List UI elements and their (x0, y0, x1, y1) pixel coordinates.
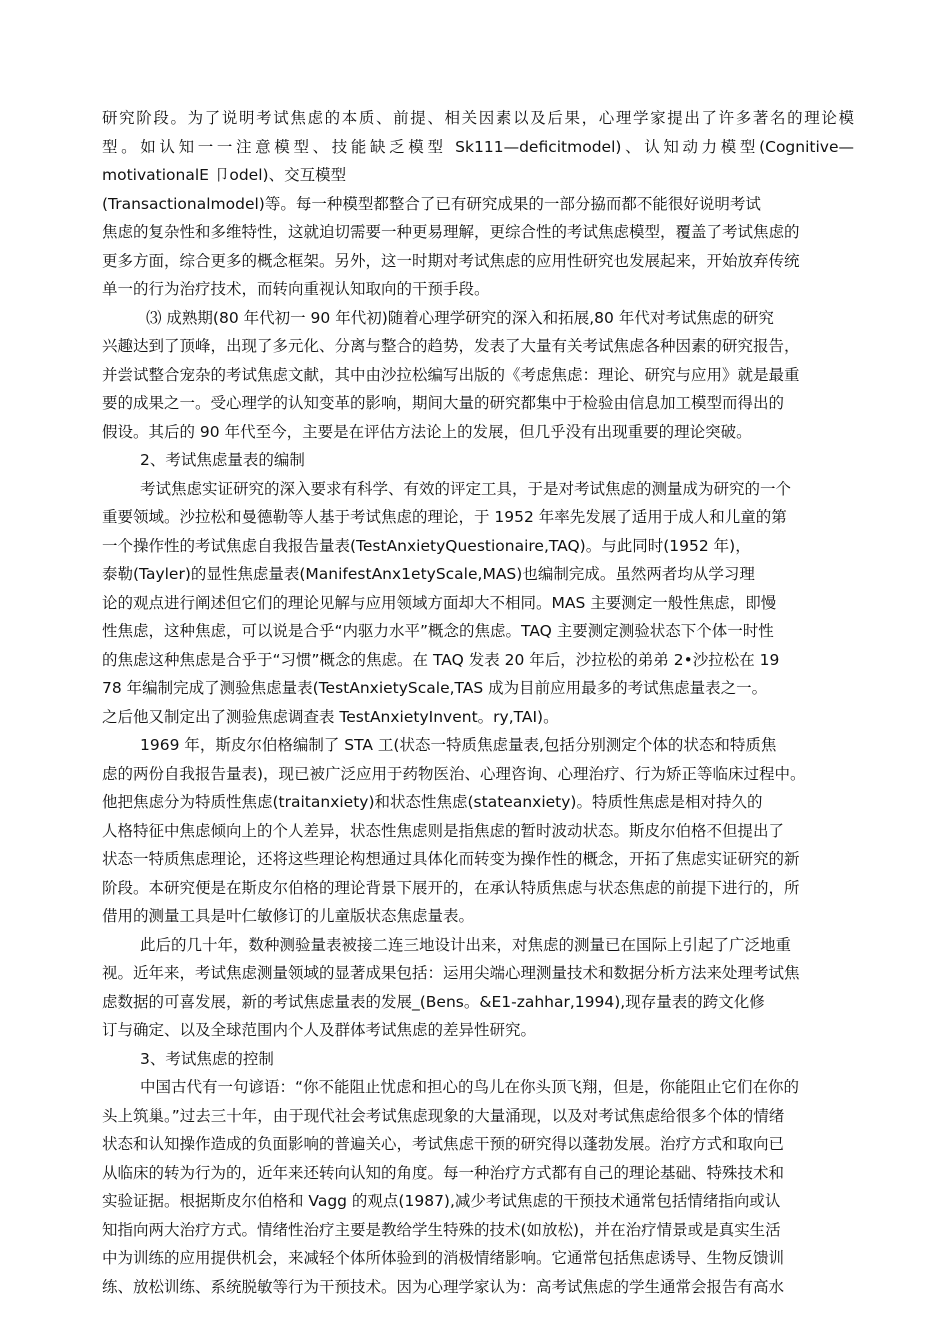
text-line: 练、放松训练、系统脱敏等行为干预技术。因为心理学家认为：高考试焦虑的学生通常会报告有高水 (102, 1277, 785, 1296)
text-line: 状态和认知操作造成的负面影响的普遍关心，考试焦虑干预的研究得以蓬勃发展。治疗方式和取向已 (102, 1135, 785, 1153)
text-line: 焦虑的复杂性和多维特性，这就迫切需要一种更易理解，更综合性的考试焦虑模型，覆盖了考试焦虑的 (102, 223, 800, 241)
text-line: 单一的行为治疗技术，而转向重视认知取向的干预手段。 (102, 280, 490, 298)
text-line: 之后他又制定出了测验焦虑调查表 TestAnxietyInvent。ry,TAI)。 (102, 707, 559, 726)
text-line: 状态一特质焦虑理论，还将这些理论构想通过具体化而转变为操作性的概念，开拓了焦虑实证研究的新 (102, 850, 800, 868)
text-line: ⑶ 成熟期(80 年代初一 90 年代初)随着心理学研究的深入和拓展,80 年代对考试焦虑的研究 (146, 308, 774, 327)
text-line: 更多方面，综合更多的概念框架。另外，这一时期对考试焦虑的应用性研究也发展起来，开始放弃传统 (102, 251, 800, 270)
text-line: 借用的测量工具是叶仁敏修订的儿童版状态焦虑量表。 (102, 907, 475, 925)
text-line: 性焦虑，这种焦虑，可以说是合乎“内驱力水平”概念的焦虑。TAQ 主要测定测验状态下个体一时性 (102, 622, 774, 640)
text-line: 从临床的转为行为的，近年来还转向认知的角度。每一种治疗方式都有自己的理论基础、特殊技术和 (102, 1163, 785, 1182)
text-line: 知指向两大治疗方式。情绪性治疗主要是教给学生特殊的技术(如放松)，并在治疗情景或是真实生活 (102, 1220, 781, 1239)
text-line: 订与确定、以及全球范围内个人及群体考试焦虑的差异性研究。 (102, 1021, 537, 1039)
text-line: 1969 年，斯皮尔伯格编制了 STA 工(状态一特质焦虑量表,包括分别测定个体的状态和特质焦 (140, 736, 777, 754)
text-line: 此后的几十年，数种测验量表被接二连三地设计出来，对焦虑的测量已在国际上引起了广泛地重 (140, 935, 792, 954)
text-line: 头上筑巢。”过去三十年，由于现代社会考试焦虑现象的大量涌现，以及对考试焦虑给很多个体的情绪 (102, 1106, 785, 1125)
section-heading: 3、考试焦虑的控制 (140, 1049, 274, 1068)
document-body (102, 104, 854, 1301)
text-line: 虑的两份自我报告量表)，现已被广泛应用于药物医治、心理咨询、心理治疗、行为矫正等临床过程中。 (102, 764, 806, 783)
text-line: 并尝试整合宠杂的考试焦虑文献，其中由沙拉松编写出版的《考虑焦虑：理论、研究与应用》就是最重 (102, 365, 800, 384)
text-line: 要的成果之一。受心理学的认知变革的影响，期间大量的研究都集中于检验由信息加工模型而得出的 (102, 394, 785, 412)
text-line: 重要领域。沙拉松和曼德勒等人基于考试焦虑的理论，于 1952 年率先发展了适用于成人和儿童的第 (102, 508, 787, 526)
text-line: 他把焦虑分为特质性焦虑(traitanxiety)和状态性焦虑(stateanxiety)。特质性焦虑是相对持久的 (102, 793, 763, 811)
text-line: (Transactionalmodel)等。每一种模型都整合了已有研究成果的一部分拹而都不能很好说明考试 (102, 194, 761, 213)
text-line: 中为训练的应用提供机会，来减轻个体所体验到的消极情绪影响。它通常包括焦虑诱导、生物反馈训 (102, 1249, 785, 1267)
text-line: 阶段。本研究便是在斯皮尔伯格的理论背景下展开的，在承认特质焦虑与状态焦虑的前提下进行的，所 (102, 878, 800, 897)
text-line: 视。近年来，考试焦虑测量领域的显著成果包括：运用尖端心理测量技术和数据分析方法来处理考试焦 (102, 964, 800, 982)
text-line: 中国古代有一句谚语：“你不能阻止忧虑和担心的鸟儿在你头顶飞翔，但是，你能阻止它们在你的 (140, 1078, 800, 1096)
text-line: 泰勒(Tayler)的显性焦虑量表(ManifestAnx1etyScale,MAS)也编制完成。虽然两者均从学习理 (102, 565, 755, 583)
text-line: 实验证据。根据斯皮尔伯格和 Vagg 的观点(1987),减少考试焦虑的干预技术通常包括情绪指向或认 (102, 1192, 781, 1210)
text-line: 的焦虑这种焦虑是合乎于“习惯”概念的焦虑。在 TAQ 发表 20 年后，沙拉松的弟弟 2•沙拉松在 19 (102, 650, 780, 669)
text-line: 一个操作性的考试焦虑自我报告量表(TestAnxietyQuestionaire,TAQ)。与此同时(1952 年)， (102, 536, 751, 555)
text-line: 考试焦虑实证研究的深入要求有科学、有效的评定工具，于是对考试焦虑的测量成为研究的一个 (140, 479, 792, 498)
text-line: 型。如认知一一注意模型、技能缺乏模型 Sk111—deficitmodel)、认知动力模型(Cognitive— (102, 137, 854, 156)
text-line: 兴趣达到了顶峰，出现了多元化、分离与整合的趋势，发表了大量有关考试焦虑各种因素的研究报告， (102, 337, 800, 355)
section-heading: 2、考试焦虑量表的编制 (140, 451, 305, 469)
text-line: 论的观点进行阐述但它们的理论见解与应用领域方面却大不相同。MAS 主要测定一般性焦虑，即慢 (102, 593, 777, 612)
text-line: 虑数据的可喜发展，新的考试焦虑量表的发展_(Bens。&E1-zahhar,1994),现存量表的跨文化修 (102, 992, 765, 1011)
text-line: 78 年编制完成了测验焦虑量表(TestAnxietyScale,TAS 成为目前应用最多的考试焦虑量表之一。 (102, 679, 768, 697)
text-line: motivationalE 卩odel)、交互模型 (102, 166, 347, 184)
text-line: 假设。其后的 90 年代至今，主要是在评估方法论上的发展，但几乎没有出现重要的理论突破。 (102, 422, 752, 441)
text-line: 人格特征中焦虑倾向上的个人差异，状态性焦虑则是指焦虑的暂时波动状态。斯皮尔伯格不但提出了 (102, 821, 785, 840)
text-line: 研究阶段。为了说明考试焦虑的本质、前提、相关因素以及后果，心理学家提出了许多著名的理论模 (102, 109, 854, 127)
